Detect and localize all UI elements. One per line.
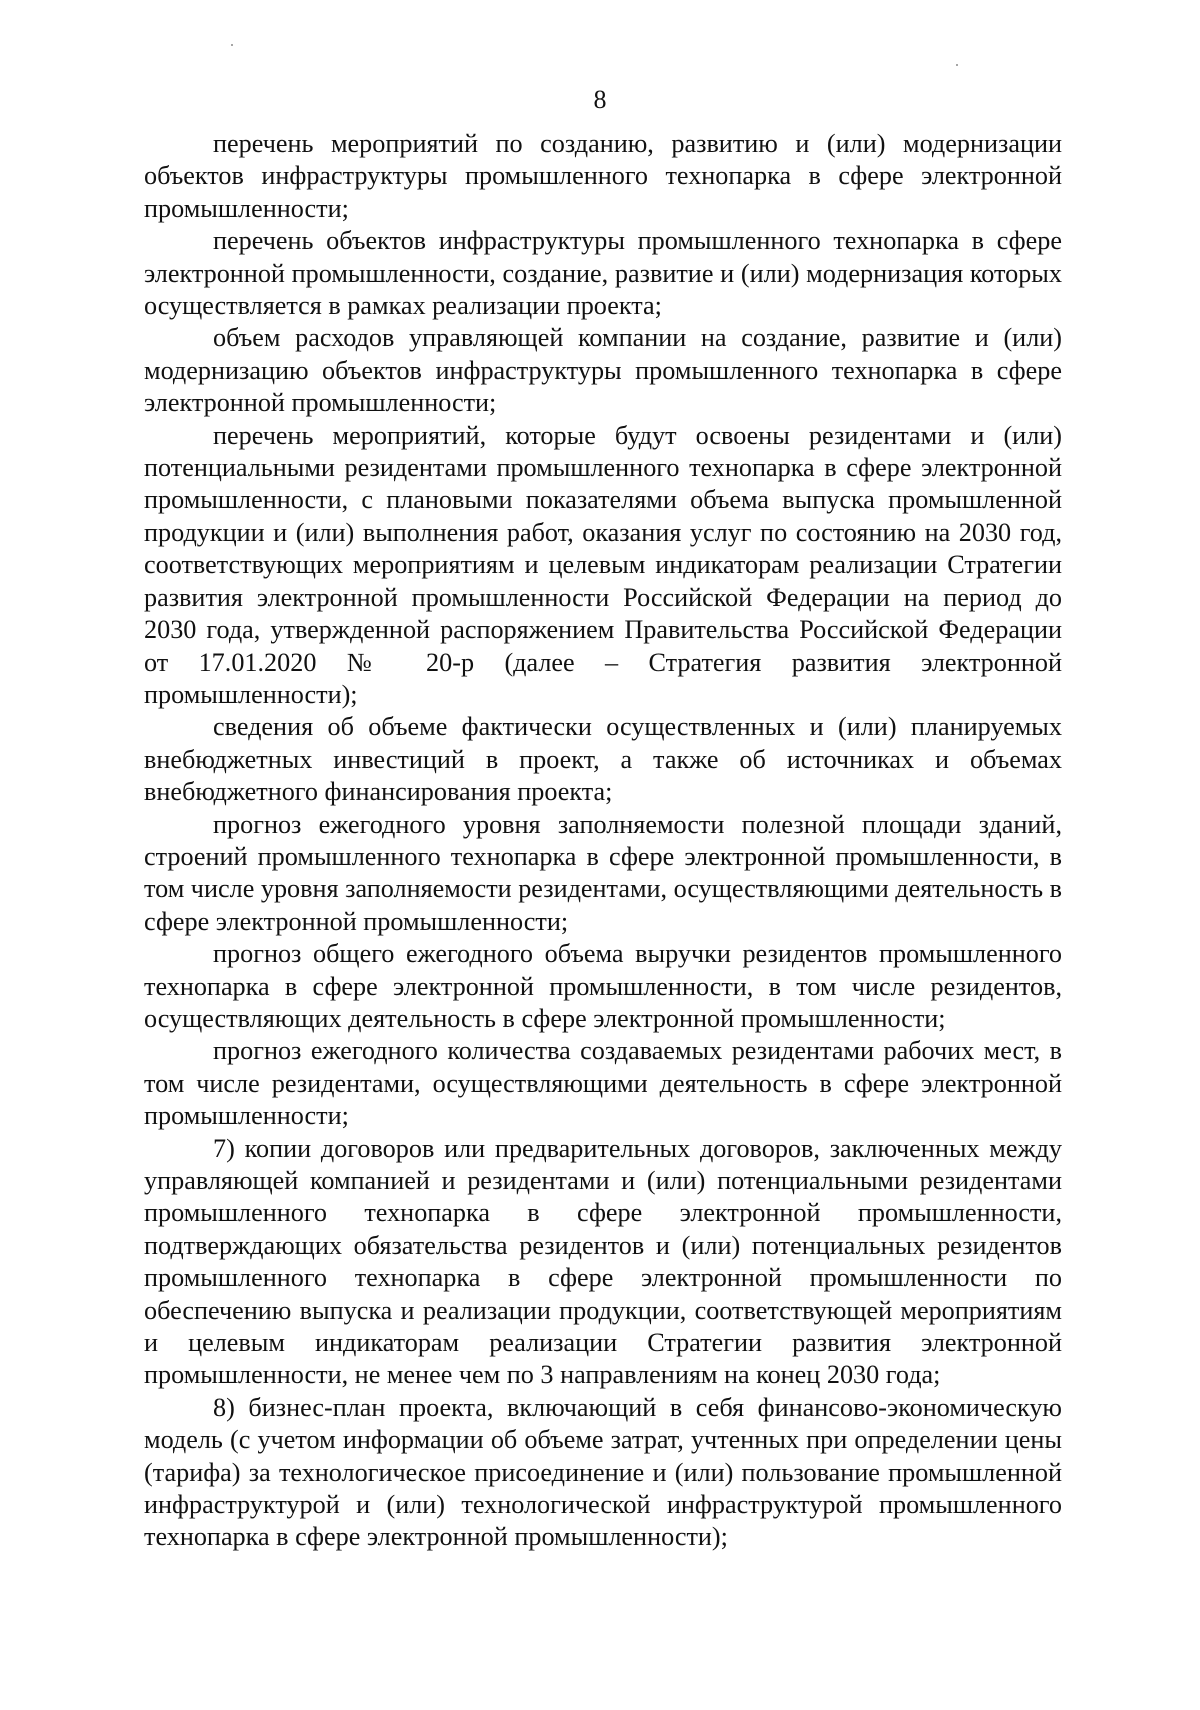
paragraph-extrabudgetary-investments: сведения об объеме фактически осуществленных и (или) планируемых внебюджетных инвестиций в проект, а также об источниках и объемах внебюджетного финансирования проекта; (144, 712, 1062, 807)
paragraph-infrastructure-objects-list: перечень объектов инфраструктуры промышленного технопарка в сфере электронной промышленности, создание, развитие и (или) модернизация которых осуществляется в рамках реализации проекта; (144, 226, 1062, 321)
paragraph-management-expenses: объем расходов управляющей компании на создание, развитие и (или) модернизацию объектов инфраструктуры промышленного технопарка в сфере электронной промышленности; (144, 323, 1062, 418)
paragraph-item-8-business-plan: 8) бизнес-план проекта, включающий в себя финансово-экономическую модель (с учетом информации об объеме затрат, учтенных при определении цены (тарифа) за технологическое присоединение и (или) пользование промышленной инфраструктурой и (или) технологической инфраструктурой промышленного технопарка в сфере электронной промышленности); (144, 1392, 1062, 1552)
paragraph-jobs-forecast: прогноз ежегодного количества создаваемых резидентами рабочих мест, в том числе резидентами, осуществляющими деятельность в сфере электронной промышленности; (144, 1036, 1062, 1131)
paragraph-item-7-contracts: 7) копии договоров или предварительных договоров, заключенных между управляющей компанией и резидентами и (или) потенциальными резидентами промышленного технопарка в сфере электронной промышленности, подтверждающих обязательства резидентов и (или) потенциальных резидентов промышленного технопарка в сфере электронной промышленности по обеспечению выпуска и реализации продукции, соответствующей мероприятиям и целевым индикаторам реализации Стратегии развития электронной промышленности, не менее чем по 3 направлениям на конец 2030 года; (144, 1133, 1062, 1390)
paragraph-revenue-forecast: прогноз общего ежегодного объема выручки резидентов промышленного технопарка в сфере электронной промышленности, в том числе резидентов, осуществляющих деятельность в сфере электронной промышленности; (144, 939, 1062, 1033)
paragraph-measures-list: перечень мероприятий по созданию, развитию и (или) модернизации объектов инфраструктуры промышленного технопарка в сфере электронной промышленности; (144, 129, 1062, 223)
scan-speck (956, 64, 958, 66)
document-body (144, 128, 1062, 1554)
paragraph-occupancy-forecast: прогноз ежегодного уровня заполняемости полезной площади зданий, строений промышленного технопарка в сфере электронной промышленности, в том числе уровня заполняемости резидентами, осуществляющими деятельность в сфере электронной промышленности; (144, 809, 1063, 936)
page-number: 8 (593, 85, 607, 114)
paragraph-resident-measures: перечень мероприятий, которые будут освоены резидентами и (или) потенциальными резидентами промышленного технопарка в сфере электронной промышленности, с плановыми показателями объема выпуска промышленной продукции и (или) выполнения работ, оказания услуг по состоянию на 2030 год, соответствующих мероприятиям и целевым индикаторам реализации Стратегии развития электронной промышленности Российской Федерации на период до 2030 года, утвержденной распоряжением Правительства Российской Федерации от 17.01.2020 № 20-р (далее – Стратегия развития электронной промышленности); (144, 420, 1062, 709)
scan-speck (231, 44, 233, 46)
